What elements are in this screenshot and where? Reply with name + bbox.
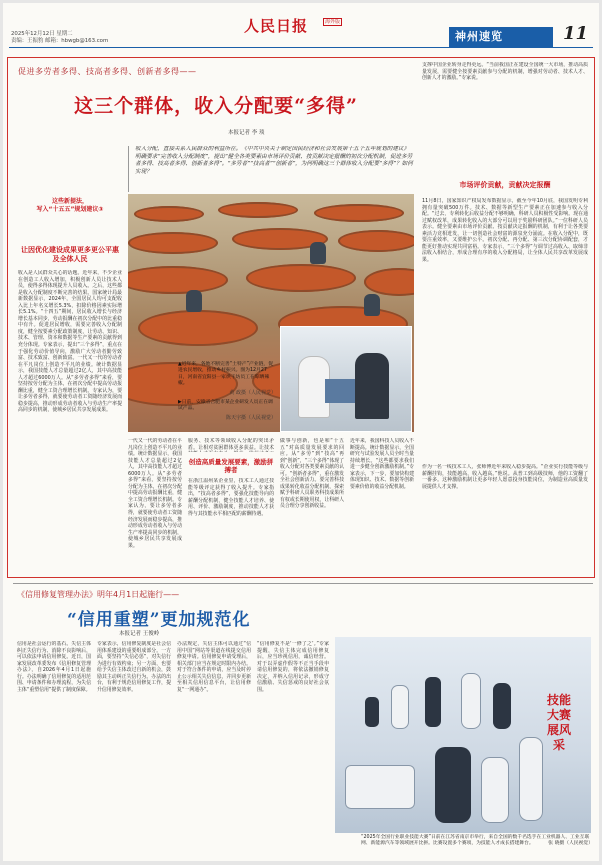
series-label	[18, 198, 122, 214]
story2-column-2: 专家表示，信用修复制度是社会信用体系建设的重要组成部分。一方面，要坚持“失信必惩”，对失信行为进行有效约束；另一方面，也要给予失信主体改过自新的机会，鼓励其主动纠正失信行为。办法的出台，有利于规范信用修复工作，提升信用修复效率。	[97, 641, 171, 693]
body-column-5: 近年来，我国科技人员收入不断提高。统计数据显示，全国研究与试验发展人员全时当量持续增长。“这些都要求我们进一步健全创新激励机制。”专家表示，下一步，要加快构建体现知识、技术、数据等创新要素价值的收益分配机制。	[350, 438, 414, 490]
story2-column-4: “信用修复不是‘一修了之’。”专家提醒，失信主体完成信用修复后，应当珍视信用，诚信经营。对于以弄虚作假等不正当手段申请信用修复的，将依法撤销修复决定，并纳入信用记录，形成守信激励、失信惩戒的良好社会氛围。	[257, 641, 329, 693]
story2-headline: “信用重塑”更加规范化	[67, 610, 251, 630]
subhead-3: 市场评价贡献，贡献决定报酬	[459, 181, 551, 189]
expo-caption: “2025年全国行业职业技能大赛”日前在江苏省南京市举行，来自全国的数千名选手在工业机器人、工业互联网、新能源汽车等领域展开比拼。比赛设置多个赛项，为技能人才成长搭建舞台。	[361, 835, 590, 847]
drying-tray	[128, 232, 218, 254]
story2-column-3: 办法规定，失信主体可以通过“信用中国”网站等渠道在线提交信用修复申请。信用修复申请受理后，相关部门应当在规定时限内办结。对于符合条件的申请，应当及时停止公示相关失信信息，并同步更新至相关信用信息平台，让信用修复“一网通办”。	[177, 641, 251, 693]
worker-figure	[364, 294, 380, 316]
page-number: 11	[563, 23, 589, 44]
subhead-2: 创造高质量发展要素，激励拼搏者	[188, 458, 274, 474]
drying-tray	[338, 230, 414, 252]
robot-figure	[391, 685, 409, 729]
subhead-1: 让因优化建设成果更多更公平惠及全体人民	[21, 246, 119, 263]
body-column-3: 服务、技术等领域收入分配的突出矛盾。让相对贫困群体更多获益。让技术	[188, 438, 274, 451]
body-column-1	[18, 270, 122, 566]
date-line: 2025年12月12日 星期二	[11, 31, 73, 37]
right-column-body-2: 作为一名一线技术工人，张师傅近年来收入稳步提高。“企业实行技能等级与薪酬挂钩，技能越高，收入越高。”他说。从普工到高级技师，他的工资翻了一番多。这种激励机制让更多年轻人愿意投身技能岗位，为制造业高质量发展提供人才支撑。	[422, 464, 588, 490]
worker-figure	[310, 242, 326, 264]
body-text: 收入是人民群众关心的话题。近年来，不少企业在创造工人收入增加，积极创新人员让技术人员，使得多得体现提升人员收入。之后，这些都是收入分配制度不断完善的结果。国家统计局最新数据显示，2024年，全国居民人均可支配收入比上年名义增长5.3%，扣除价格因素实际增长5.1%。“十四五”期间，居民收入增长与经济增长基本同步，劳动报酬在初次分配中的比重稳中有升。促进居民增收，需要完善收入分配制度，健全按要素分配政策制度，让劳动、知识、技术、管理、资本和数据等生产要素的贡献得到充分体现。专家表示，提出“三个多得”，重点在于强化劳动价值导向，激励广大劳动者勤劳致富、技术致富、创新致富。	[18, 270, 122, 362]
photo-caption-1: ▲近年来，各地不断完善“土特产”产业链，促进农民增收，推动乡村振兴。图为12月27日，河南省宜阳县一家烘干坊员工在晾晒辣椒。	[178, 362, 274, 387]
masthead	[3, 3, 599, 47]
expo-caption-block	[361, 835, 593, 848]
newspaper-logo: 人民日报	[244, 17, 309, 35]
body-column-2: 一代又一代的劳动者在平凡岗位上创造不平凡的业绩。统计数据显示，我国技能人才总量超过2亿人，其中高技能人才超过6000万人。从“多劳者多得”来看，要坚持按劳分配为主体，在初次分配中提高劳动报酬比重，健全工资合理增长机制。专家认为，要让多劳者多得，就要使劳动者工资随经济发展而稳步提高，推动形成劳动者收入与劳动生产率提高同步的机制，使城乡居民共享发展成果。	[128, 438, 182, 549]
drying-tray	[314, 204, 404, 222]
worker-figure	[186, 290, 202, 312]
story2-byline: 本报记者 王俊岭	[119, 631, 160, 637]
robot-figure	[435, 747, 471, 823]
drying-tray	[134, 206, 204, 222]
right-column-body: 11月8日，国家知识产权局发布数据显示，截至今年10月底，我国发明专利拥有量突破500万件。技术、数据等新型生产要素正在加速参与收入分配。“过去，专利转化后收益分配不够明确，科研人员积极性受影响。现在通过赋权改革，成果转化收入的大部分可以用于奖励科研团队。”一位科研人员表示。健全要素由市场评价贡献、按贡献决定报酬的机制，有利于让各类要素活力竞相迸发，让一切创造社会财富的源泉充分涌流。在收入分配中，既要注重效率，又要维护公平。初次分配、再分配、第三次分配协调配套，才能更好推动实现共同富裕。专家表示，“三个多得”与调节过高收入、取缔非法收入相结合，形成合理有序的收入分配格局，让全体人民共享改革发展成果。	[422, 198, 588, 263]
robot-figure	[519, 737, 543, 821]
right-column-top: 支撑中国企业转身走得更远。“当前我国正在建设全国统一大市场，推动高质量发展，需要健全按要素贡献参与分配的机制，增强对劳动者、技术人才、创新人才的激励。”专家说。	[422, 62, 588, 82]
robot-figure	[481, 757, 509, 823]
logo-edition: 海外版	[325, 19, 341, 25]
drying-tray	[364, 268, 414, 296]
photo-caption-2: ▶日前，安徽省合肥市某企业研发人员正在调试产品。	[178, 400, 273, 412]
robot-figure	[425, 677, 441, 727]
photo-credit-2: 陈天宇摄（人民视觉）	[225, 414, 276, 421]
section-rule	[13, 583, 593, 584]
expo-credit: 张 晓摄（人民视觉）	[548, 841, 593, 847]
series-label-line1: 这些新提法，	[51, 198, 88, 205]
drying-tray	[218, 202, 298, 218]
series-label-line2: 写入“十五五”规划建议③	[36, 206, 104, 213]
photo-captions	[178, 362, 276, 421]
story-kicker: 促进多劳者多得、技高者多得、创新者多得——	[18, 67, 197, 76]
drying-tray	[246, 264, 356, 292]
second-story	[7, 583, 595, 861]
story2-kicker: 《信用修复管理办法》明年4月1日起施行——	[17, 590, 180, 599]
lead-story	[7, 57, 595, 578]
editor-line: 责编：王振豹 邮箱：hbwgb@163.com	[11, 38, 109, 44]
drying-tray	[138, 310, 258, 346]
story-lead: 收入分配，直接关系人民群众的利益所在。《中共中央关于制定国民经济和社会发展第十五个五年规划的建议》明确要求“完善收入分配制度”，提出“健全各类要素由市场评价贡献、按贡献决定报酬的初次分配机制，促进多劳者多得、技高者多得、创新者多得”。“多劳者”“技高者”“创新者”，为何明确这三个群体收入分配要“多得”？如何实现？	[128, 146, 414, 192]
story-byline: 本报记者 李 琰	[228, 130, 265, 136]
drying-tray	[128, 266, 228, 294]
newspaper-page	[3, 3, 599, 861]
lab-photo	[280, 326, 412, 432]
body-column-3b: 在浙江温州某企业里，技术工人通过技能等级评定获得了收入提升。专家指出，“技高者多得”，要强化技能导向的薪酬分配机制，健全技能人才培养、使用、评价、激励制度，推动技能人才获得与其技能水平相匹配的薪酬待遇。	[188, 478, 274, 517]
column-banner: 神州速览	[449, 27, 553, 47]
robot-vehicle	[345, 765, 415, 809]
expo-title: 技能大赛展风采	[546, 693, 571, 752]
masthead-rule	[9, 47, 593, 48]
story-headline: 这三个群体，收入分配要“多得”	[74, 95, 358, 117]
body-column-4: 做事与创新，也是和“十五五”对高质量发展要求的回应。从“多劳”到“技高”再到“创新”，“三个多得”体现了收入分配对各类要素贡献的认可。“创新者多得”，重在激发全社会创新活力。要完善科技成果转化收益分配机制，探索赋予科研人员职务科技成果所有权或长期使用权，让科研人员合理分享创新收益。	[280, 438, 344, 510]
researcher-figure	[355, 353, 389, 419]
body-text: 一代又一代的劳动者在平凡岗位上创造不平凡的业绩。统计数据显示，我国技能人才总量超过2亿人，其中高技能人才超过6000万人。从“多劳者多得”来看，要坚持按劳分配为主体，在初次分配中提高劳动报酬比重，健全工资合理增长机制。专家认为，要让多劳者多得，就要使劳动者工资随经济发展而稳步提高，推动形成劳动者收入与劳动生产率提高同步的机制，使城乡居民共享发展成果。	[18, 355, 122, 414]
photo-credit-1: 黄 政摄（人民视觉）	[229, 389, 276, 396]
robot-figure	[461, 673, 481, 729]
robot-figure	[365, 697, 379, 727]
story2-column-1: 信用是社会运行的基石。失信主体纠正失信行为、消除不良影响后，可以依法申请信用修复。近日，国家发展改革委发布《信用修复管理办法》，自2026年4月1日起施行。办法明确了信用修复的适用范围、申请条件和办理流程，为失信主体“重塑信用”提供了制度保障。	[17, 641, 91, 693]
robot-figure	[493, 683, 511, 729]
